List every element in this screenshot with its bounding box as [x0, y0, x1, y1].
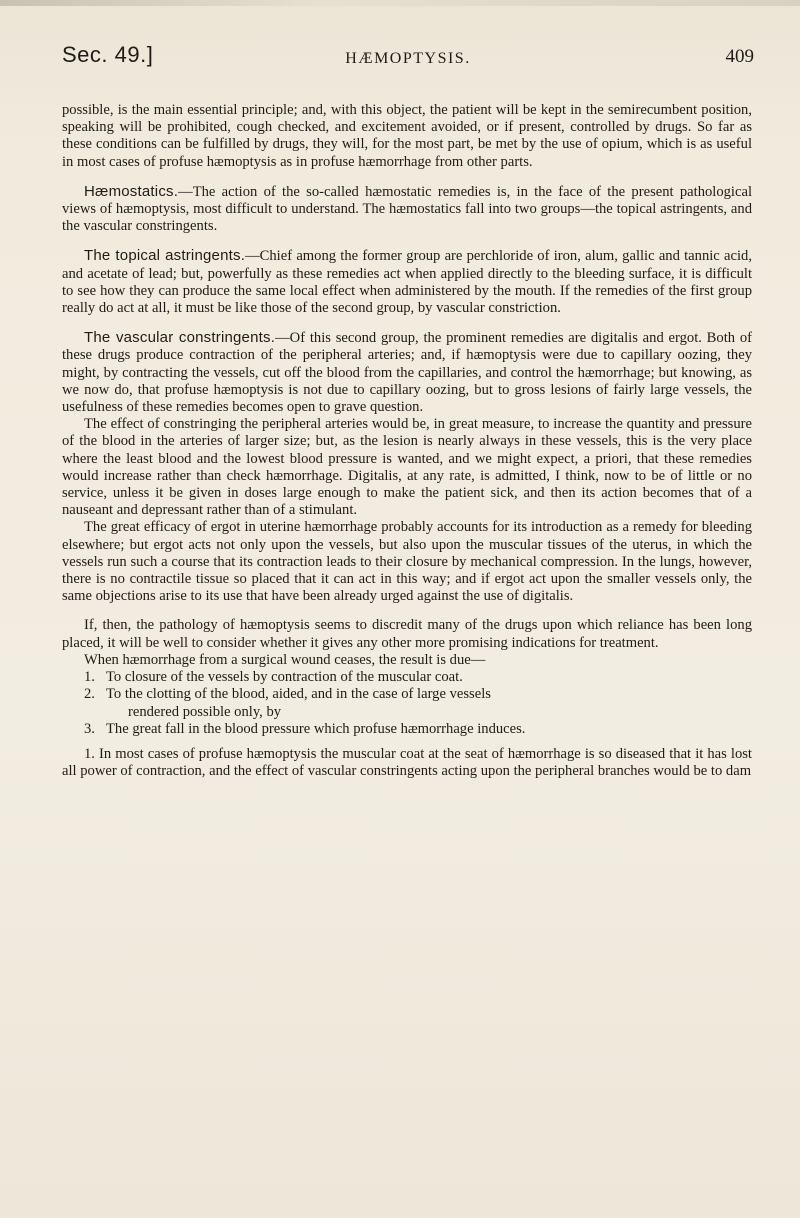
paragraph-opium: possible, is the main essential principle; and, with this object, the patient will be kept in the semirecumbent position, speaking will be prohibited, cough checked, and excitement avoided, or if present, controlled by drugs. So far as these conditions can be fulfilled by drugs, they will, for the most part, be met by the use of opium, which is as useful in most cases of profuse hæmoptysis as in profuse hæmorrhage from other parts. — [62, 102, 752, 170]
list-item: 2. To the clotting of the blood, aided, and in the case of large vessels — [84, 686, 491, 703]
list-item: 1. To closure of the vessels by contraction of the muscular coat. — [84, 669, 463, 686]
paragraph-surgical-wound: When hæmorrhage from a surgical wound ceases, the result is due— — [84, 651, 486, 668]
running-header — [62, 42, 754, 76]
paragraph-vascular-constringents: The vascular constringents.—Of this second group, the prominent remedies are digitalis and ergot. Both of these drugs produce contraction of the peripheral arteries; and, if hæmoptysis were due to capillary oozing, they might, by contracting the vessels, cut off the blood from the capillaries, and control the hæmorrhage; but knowing, as we now do, that profuse hæmoptysis is not due to capillary oozing, but to gross lesions of fairly large vessels, the usefulness of these remedies becomes open to grave question. — [62, 329, 752, 416]
paragraph-topical-astringents: The topical astringents.—Chief among the former group are perchloride of iron, alum, gallic and tannic acid, and acetate of lead; but, powerfully as these remedies act when applied directly to the bleeding surface, it is difficult to see how they can produce the same local effect when administered by the mouth. If the remedies of the first group really do act at all, it must be like those of the second group, by vascular constriction. — [62, 247, 752, 317]
paragraph-pathology: If, then, the pathology of hæmoptysis seems to discredit many of the drugs upon which reliance has been long placed, it will be well to consider whether it gives any other more promising indications for treatment. — [62, 617, 752, 651]
page-number: 409 — [725, 46, 754, 67]
section-label: Sec. 49.] — [62, 42, 154, 67]
paragraph-final: 1. In most cases of profuse hæmoptysis the muscular coat at the seat of hæmorrhage is so diseased that it has lost all power of contraction, and the effect of vascular constringents acting upon the peripheral branches would be to dam — [62, 745, 752, 780]
list-item-continuation: rendered possible only, by — [128, 703, 282, 720]
heading-vascular-constringents: The vascular constringents. — [84, 329, 276, 347]
heading-haemostatics: Hæmostatics. — [84, 182, 179, 200]
list-item: 3. The great fall in the blood pressure which profuse hæmorrhage induces. — [84, 720, 526, 737]
paragraph-peripheral-arteries: The effect of constringing the peripheral arteries would be, in great measure, to increase the quantity and pressure of the blood in the arteries of larger size; but, as the lesion is nearly always in these vessels, this is the very place where the least blood and the lowest blood pressure is wanted, and we might expect, a priori, that these remedies would increase rather than check hæmorrhage. Digitalis, at any rate, is admitted, I think, now to be of little or no service, unless it be given in doses large enough to make the patient sick, and then its action becomes that of a nauseant and depressant rather than of a stimulant. — [62, 416, 752, 519]
paragraph-ergot: The great efficacy of ergot in uterine hæmorrhage probably accounts for its introduction as a remedy for bleeding elsewhere; but ergot acts not only upon the vessels, but also upon the muscular tissues of the uterus, in which the vessels run such a course that its contraction leads to their closure by mechanical compression. In the lungs, however, there is no contractile tissue so placed that it can act in this way; and if ergot act upon the smaller vessels only, the same objections arise to its use that have been already urged against the use of digitalis. — [62, 519, 752, 605]
body-text — [62, 102, 752, 780]
page-top-edge — [0, 0, 800, 6]
heading-topical-astringents: The topical astringents. — [84, 247, 246, 265]
running-title: HÆMOPTYSIS. — [345, 50, 471, 67]
paragraph-haemostatics: Hæmostatics.—The action of the so-called hæmostatic remedies is, in the face of the present pathological views of hæmoptysis, most difficult to understand. The hæmostatics fall into two groups—the topical astringents, and the vascular constringents. — [62, 182, 752, 235]
